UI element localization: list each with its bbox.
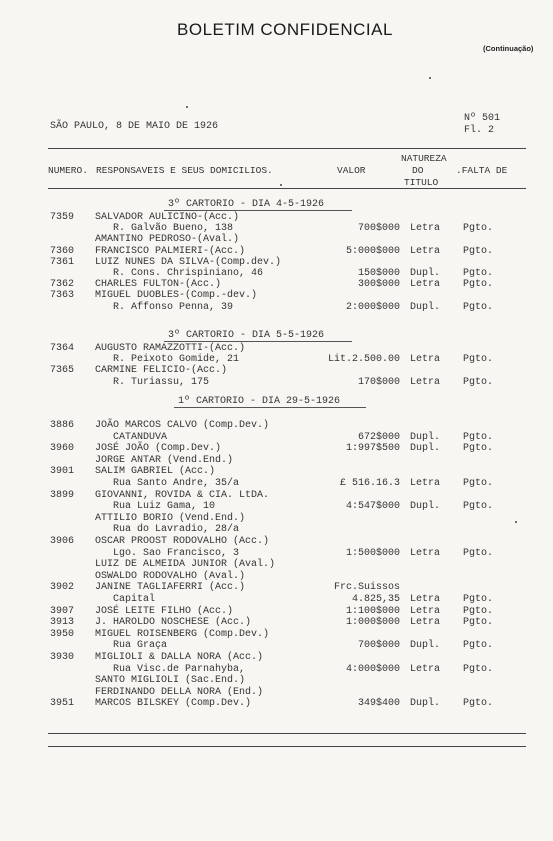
entry-reason: Pgto. <box>463 594 494 605</box>
entry-nature: Letra <box>410 547 441 559</box>
entry-value: 349$400 <box>357 698 400 710</box>
footer-rule-2 <box>48 746 526 747</box>
entry-name: SANTO MIGLIOLI (Sac.End.) <box>95 675 246 687</box>
entry-name: JANINE TAGLIAFERRI (Acc.) <box>95 582 246 594</box>
entry-value: 5:000$000 <box>345 245 400 257</box>
entry-name: Rua Santo Andre, 35/a <box>95 478 240 489</box>
entry-number: 7365 <box>50 365 75 377</box>
entry-number: 3886 <box>50 420 75 431</box>
section-title: 1º CARTORIO - DIA 29-5-1926 <box>178 396 341 407</box>
entry-number: 7364 <box>50 343 75 354</box>
entry-name: LUIZ NUNES DA SILVA-(Comp.dev.) <box>95 256 282 268</box>
entry-name: AUGUSTO RAMAZZOTTI-(Acc.) <box>95 343 246 354</box>
entry-number: 3930 <box>50 652 75 663</box>
entry-number: 3901 <box>50 466 75 478</box>
entry-reason: Pgto. <box>463 245 494 257</box>
entry-name: Rua Graça <box>95 640 168 652</box>
entry-value: 4:547$000 <box>345 501 400 513</box>
entry-name: JOÃO MARCOS CALVO (Comp.Dev.) <box>95 420 270 431</box>
entry-reason: Pgto. <box>463 279 494 291</box>
entry-nature: Letra <box>410 223 441 235</box>
header-top-rule <box>48 148 526 149</box>
entry-name: MARCOS BILSKEY (Comp.Dev.) <box>95 698 252 710</box>
entry-nature: Dupl. <box>410 698 441 710</box>
entry-nature: Dupl. <box>410 268 441 279</box>
entry-nature: Letra <box>410 478 441 489</box>
entry-number: 3902 <box>50 582 75 594</box>
entry-nature: Letra <box>410 245 441 257</box>
entry-value: 1:100$000 <box>345 605 400 617</box>
entry-name: JOSÉ JOÃO (Comp.Dev.) <box>95 443 222 455</box>
entry-name: Rua Luiz Gama, 10 <box>95 501 216 513</box>
entry-value: 700$000 <box>357 640 400 652</box>
entry-name: Rua do Lavradio, 28/a <box>95 524 240 536</box>
ink-speck <box>186 106 188 108</box>
entry-nature: Letra <box>410 617 441 629</box>
entry-reason: Pgto. <box>463 268 494 279</box>
entry-nature: Letra <box>410 605 441 617</box>
entry-name: MIGLIOLI & DALLA NORA (Acc.) <box>95 652 264 663</box>
entry-name: OSWALDO RODOVALHO (Aval.) <box>95 570 246 582</box>
entry-nature: Dupl. <box>410 501 441 513</box>
entry-name: Lgo. Sao Francisco, 3 <box>95 547 240 559</box>
entry-name: R. Affonso Penna, 39 <box>95 301 234 313</box>
ink-speck <box>280 184 282 186</box>
entry-name: R. Peixoto Gomide, 21 <box>95 354 240 366</box>
entry-name: R. Galvão Bueno, 138 <box>95 223 234 235</box>
entry-name: ATTILIO BORIO (Vend.End.) <box>95 512 246 524</box>
entry-name: CATANDUVA <box>95 431 168 443</box>
entry-number: 3907 <box>50 605 75 617</box>
continuation-label: (Continuação) <box>483 44 534 53</box>
entry-nature: Dupl. <box>410 443 441 455</box>
entry-name: MIGUEL ROISENBERG (Comp.Dev.) <box>95 628 270 640</box>
entry-value: 1:997$500 <box>345 443 400 455</box>
entry-number: 7363 <box>50 290 75 302</box>
entry-name: Capital <box>95 594 156 605</box>
entry-reason: Pgto. <box>463 663 494 675</box>
entry-name: AMANTINO PEDROSO-(Aval.) <box>95 234 240 246</box>
entry-nature: Dupl. <box>410 301 441 313</box>
entry-nature: Letra <box>410 354 441 366</box>
bulletin-number: Nº 501 <box>464 113 501 124</box>
entry-reason: Pgto. <box>463 547 494 559</box>
entry-reason: Pgto. <box>463 640 494 652</box>
entry-reason: Pgto. <box>463 478 494 489</box>
col-numero: NUMERO. <box>48 165 88 176</box>
ink-speck <box>515 521 517 523</box>
entry-number: 3960 <box>50 443 75 455</box>
entry-value: 1:000$000 <box>345 617 400 629</box>
entry-number: 3950 <box>50 628 75 640</box>
entry-number: 7361 <box>50 256 75 268</box>
entry-value: £ 516.16.3 <box>339 478 400 489</box>
entry-name: FERDINANDO DELLA NORA (End.) <box>95 686 264 698</box>
entry-name: JORGE ANTAR (Vend.End.) <box>95 454 234 466</box>
entry-name: Rua Visc.de Parnahyba, <box>95 663 246 675</box>
footer-rule-1 <box>48 733 526 734</box>
entry-reason: Pgto. <box>463 223 494 235</box>
page-title: BOLETIM CONFIDENCIAL <box>177 20 393 39</box>
col-falta: .FALTA DE <box>456 165 508 176</box>
entry-nature: Dupl. <box>410 431 441 443</box>
place-date: SÃO PAULO, 8 DE MAIO DE 1926 <box>50 121 219 132</box>
entry-nature: Dupl. <box>410 640 441 652</box>
entry-number: 3913 <box>50 617 75 629</box>
entry-number: 3906 <box>50 536 75 547</box>
entry-number: 3899 <box>50 489 75 501</box>
entry-number: 3951 <box>50 698 75 710</box>
entry-reason: Pgto. <box>463 698 494 710</box>
entry-value: 700$000 <box>357 223 400 235</box>
entry-name: FRANCISCO PALMIERI-(Acc.) <box>95 245 246 257</box>
entry-value: 2:000$000 <box>345 301 400 313</box>
entry-nature: Letra <box>410 279 441 291</box>
entry-nature: Letra <box>410 663 441 675</box>
entry-number: 7359 <box>50 212 75 223</box>
entry-reason: Pgto. <box>463 443 494 455</box>
entry-value: 4:000$000 <box>345 663 400 675</box>
col-responsaveis: RESPONSAVEIS E SEUS DOMICILIOS. <box>96 165 273 176</box>
entry-name: CHARLES FULTON-(Acc.) <box>95 279 222 291</box>
section-title: 3º CARTORIO - DIA 4-5-1926 <box>168 199 325 210</box>
entry-reason: Pgto. <box>463 354 494 366</box>
section-underline <box>174 407 366 408</box>
entry-value: Lit.2.500.00 <box>327 354 400 366</box>
entry-name: SALVADOR AULICINO-(Acc.) <box>95 212 240 223</box>
entry-value: 4.825,35 <box>351 594 400 605</box>
entry-reason: Pgto. <box>463 501 494 513</box>
entry-name: MIGUEL DUOBLES-(Comp.-dev.) <box>95 290 258 302</box>
entry-number: 7360 <box>50 245 75 257</box>
entry-name: CARMINE FELICIO-(Acc.) <box>95 365 228 377</box>
entry-value: 150$000 <box>357 268 400 279</box>
entry-name: GIOVANNI, ROVIDA & CIA. LtDA. <box>95 489 270 501</box>
section-underline <box>164 341 352 342</box>
entry-value: 672$000 <box>357 431 400 443</box>
entry-name: J. HAROLDO NOSCHESE (Acc.) <box>95 617 252 629</box>
col-natureza-3: TITULO <box>404 177 439 188</box>
entry-reason: Pgto. <box>463 605 494 617</box>
entry-reason: Pgto. <box>463 301 494 313</box>
section-underline <box>164 210 352 211</box>
entry-value: 170$000 <box>357 376 400 388</box>
entry-reason: Pgto. <box>463 376 494 388</box>
entry-reason: Pgto. <box>463 431 494 443</box>
entry-value: 1:500$000 <box>345 547 400 559</box>
col-natureza-2: DO <box>412 165 424 176</box>
col-natureza-1: NATUREZA <box>401 153 447 164</box>
header-bottom-rule <box>48 188 526 189</box>
entry-value: Frc.Suissos <box>333 582 400 594</box>
entry-reason: Pgto. <box>463 617 494 629</box>
entry-name: OSCAR PROOST RODOVALHO (Acc.) <box>95 536 270 547</box>
col-valor: VALOR <box>337 165 366 176</box>
entry-name: LUIZ DE ALMEIDA JUNIOR (Aval.) <box>95 559 276 571</box>
entry-number: 7362 <box>50 279 75 291</box>
entry-name: R. Cons. Chrispiniano, 46 <box>95 268 264 279</box>
entry-name: JOSÉ LEITE FILHO (Acc.) <box>95 605 234 617</box>
entry-value: 300$000 <box>357 279 400 291</box>
entry-nature: Letra <box>410 594 441 605</box>
entry-nature: Letra <box>410 376 441 388</box>
section-title: 3º CARTORIO - DIA 5-5-1926 <box>168 330 325 341</box>
entry-name: SALIM GABRIEL (Acc.) <box>95 466 216 478</box>
entry-name: R. Turiassu, 175 <box>95 376 210 388</box>
ink-speck <box>429 77 431 79</box>
sheet-number: Fl. 2 <box>464 125 495 136</box>
